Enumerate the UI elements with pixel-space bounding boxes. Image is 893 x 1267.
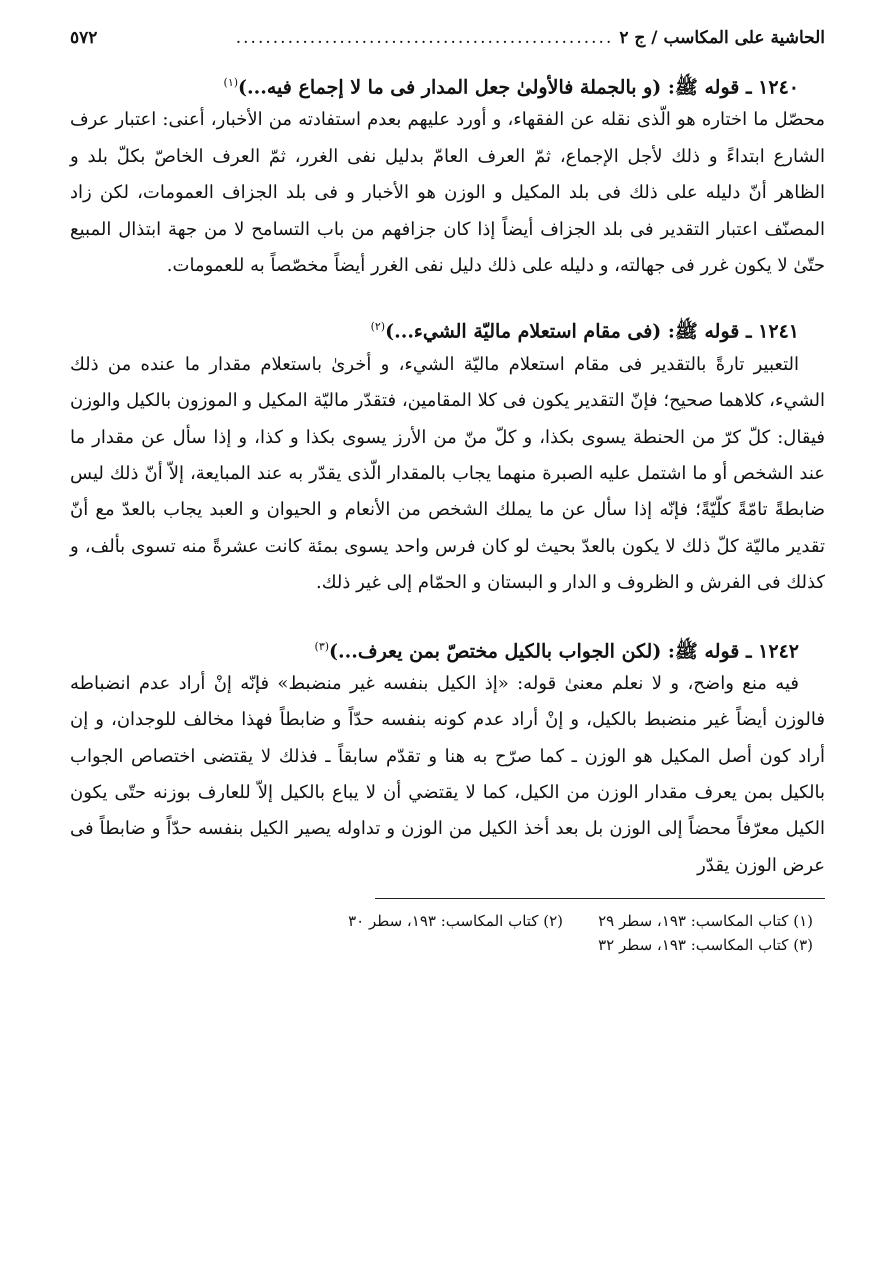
entry-paragraph: التعبير تارةً بالتقدير فى مقام استعلام ماليّة الشيء، و أخرىٰ باستعلام مقدار ما عنده من ذلك الشيء، كلاهما صحيح؛ فإنّ التقدير يكون فى كلا المقامين، فتقدّر ماليّة المكيل و الموزون بالكيل والوزن فيقال: كلّ كرّ من الحنطة يسوى بكذا، و كلّ منّ من الأرز يسوى بكذا و كذا، و إذا سأل عن مقدار ما عند الشخص أو ما اشتمل عليه الصبرة منهما يجاب بالمقدار الّذى يقدّر به عند المبايعة، إلاّ أنّ ذلك ليس ضابطةً تامّةً كلّيّةً؛ فإنّه إذا سأل عن ما يملك الشخص من الأنعام و الحيوان و العبد يجاب بالعدّ مع أنّ تقدير ماليّة كلّ ذلك لا يكون بالعدّ بحيث لو كان فرس واحد يسوى بمئة كانت عشرةً منه تسوى بألف، و كذلك فى الفرش و الظروف و الدار و البستان و الحمّام إلى غير ذلك.: [70, 353, 825, 594]
footnotes: [70, 909, 825, 957]
leader-dots: ...................................................: [235, 28, 614, 48]
entry-heading: [70, 68, 825, 102]
page-number: ٥٧٢: [70, 28, 98, 48]
footnote-3: (٣) كتاب المكاسب: ١٩٣، سطر ٣٢: [598, 936, 813, 955]
book-title: الحاشية على المكاسب / ج ٢: [619, 28, 825, 48]
entry-heading-text: ١٢٤٠ ـ قوله ﷺ: (و بالجملة فالأولىٰ جعل المدار فى ما لا إجماع فيه...): [238, 76, 799, 99]
entry-heading: [70, 632, 825, 666]
footnote-1: (١) كتاب المكاسب: ١٩٣، سطر ٢٩: [598, 912, 813, 931]
entry-heading-text: ١٢٤٢ ـ قوله ﷺ: (لكن الجواب بالكيل مختصّ بمن يعرف...): [329, 639, 799, 662]
footnote-divider: [375, 898, 825, 899]
running-header: [70, 28, 825, 68]
entry-paragraph: فيه منع واضح، و لا نعلم معنىٰ قوله: «إذ الكيل بنفسه غير منضبط» فإنّه إنْ أراد عدم انضباطه فالوزن أيضاً غير منضبط بالكيل، و إنْ أراد عدم كونه بنفسه حدّاً و ضابطاً فهذا مخالف للوجدان، و إن أراد كون أصل المكيل هو الوزن ـ كما صرّح به هنا و تقدّم سابقاً ـ فذلك لا يقتضى اختصاص الجواب بالكيل بمن يعرف مقدار الوزن من الكيل، كما لا يقتضي أن لا يباع بالكيل إلاّ للعارف بوزنه حتّى يكون الكيل معرّفاً محضاً إلى الوزن بل بعد أخذ الكيل من الوزن و تداوله يصير الكيل بنفسه حدّاً و ضابطاً فى عرض الوزن يقدّر: [70, 672, 825, 876]
footnote-ref: (١): [223, 76, 239, 89]
footnote-2: (٢) كتاب المكاسب: ١٩٣، سطر ٣٠: [348, 912, 563, 931]
entry-1240: [70, 68, 825, 284]
entry-1242: [70, 632, 825, 885]
entry-1241: [70, 312, 825, 601]
document-page: [70, 28, 825, 1267]
footnote-ref: (٣): [314, 639, 330, 653]
entry-heading-text: ١٢٤١ ـ قوله ﷺ: (فى مقام استعلام ماليّة الشيء...): [385, 320, 799, 343]
entry-heading: [70, 312, 825, 346]
entry-paragraph: محصّل ما اختاره هو الّذى نقله عن الفقهاء، و أورد عليهم بعدم استفادته من الأخبار، أعنى: اعتبار عرف الشارع ابتداءً و ذلك لأجل الإجماع، ثمّ العرف العامّ بدليل نفى الغرر، ثمّ العرف الخاصّ بكلّ بلد و الظاهر أنّ دليله على ذلك فى بلد المكيل و الوزن هو الأخبار و فى بلد الجزاف العمومات، لكن زاد المصنّف اعتبار التقدير فى بلد الجزاف أيضاً إذا كان جزافهم من باب التسامح لا من جهة ابتذال المبيع حتّىٰ لا يكون غرر فى جهالته، و دليله على ذلك دليل نفى الغرر أيضاً مخصّصاً به للعمومات.: [70, 109, 825, 276]
footnote-ref: (٢): [370, 320, 386, 334]
